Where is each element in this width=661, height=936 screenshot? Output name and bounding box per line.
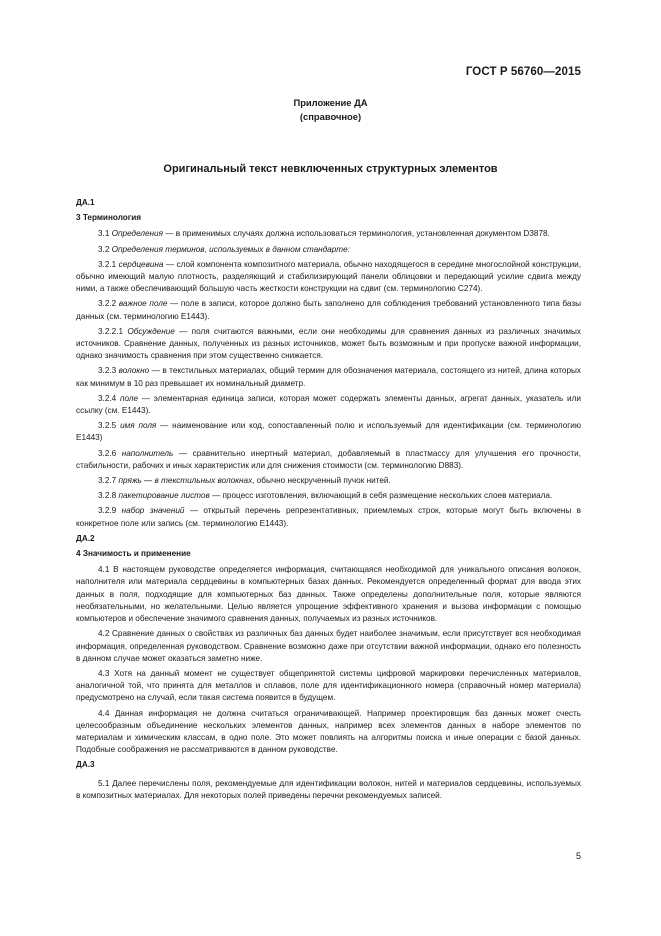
document-body [76, 196, 581, 802]
section-heading-significance: 4 Значимость и применение [76, 549, 191, 559]
paragraph-3-2-8: 3.2.8 пакетирование листов — процесс изготовления, включающий в себя размещение нескольких слоев материала. [98, 491, 553, 501]
section-heading-terminology: 3 Терминология [76, 213, 142, 223]
paragraph-3-2-4: 3.2.4 поле — элементарная единица записи, которая может содержать элементы данных, агрегат данных, указатель или ссылку (см. E1443). [76, 393, 581, 416]
section-label-da3: ДА.3 [76, 760, 95, 770]
appendix-heading [0, 96, 661, 123]
paragraph-5-1: 5.1 Далее перечислены поля, рекомендуемые для идентификации волокон, нитей и материалов сердцевины, используемых в композитных материалах. Для некоторых полей приведены перечни рекомендуемых записей. [76, 778, 581, 800]
paragraph-4-2: 4.2 Сравнение данных о свойствах из различных баз данных будет наиболее значимым, если присутствует вся необходимая информация, определенная руководством. Сравнение возможно даже при отсутствии важной информации, однако его полезность в данном случае может оказаться заметно ниже. [76, 629, 581, 663]
paragraph-3-2-3: 3.2.3 волокно — в текстильных материалах, общий термин для обозначения материала, состоящего из нитей, длина которых как минимум в 10 раз превышает их номинальный диаметр. [76, 366, 581, 388]
paragraph-3-2-5: 3.2.5 имя поля — наименование или код, сопоставленный полю и используемый для идентификации (см. терминологию E1443) [76, 421, 581, 443]
paragraph-4-3: 4.3 Хотя на данный момент не существует общепринятой системы цифровой маркировки перечисленных материалов, аналогичной той, что принята для металлов и сплавов, поле для идентификационного номера (справочный номер материала) предусмотрено на случай, если такая система появится в будущем. [76, 668, 581, 703]
paragraph-3-2-2: 3.2.2 важное поле — поле в записи, которое должно быть заполнено для соблюдения требований установленного типа базы данных (см. терминологию E1443). [76, 299, 582, 321]
paragraph-4-1: 4.1 В настоящем руководстве определяется информация, считающаяся необходимой для уникального описания волокон, наполнителя или материала сердцевины в компьютерных базах данных. Рекомендуется определенный формат для ввода этих данных в поля, подходящие для компьютерных баз данных. Также определены дополнительные поля, которые являются необязательными, но желательными. Целью является упрощение эффективного хранения и вызова информации с помощью компьютеров и обеспечение значимого сравнения данных, получаемых из разных источников. [76, 565, 581, 624]
paragraph-3-2-2-1: 3.2.2.1 Обсуждение — поля считаются важными, если они необходимы для сравнения данных из различных значимых источников. Сравнение данных, полученных из разных источников, может быть возможным и при пропуске важной информации, однако значимость сравнения при этом существенно снижается. [76, 326, 581, 361]
paragraph-3-2-6: 3.2.6 наполнитель — сравнительно инертный материал, добавляемый в пластмассу для улучшения его прочности, стабильности, рабочих и иных характеристик или для снижения стоимости (см. терминологию D883). [76, 448, 581, 470]
paragraph-3-2-9: 3.2.9 набор значений — открытый перечень репрезентативных, приемлемых строк, которые могут быть включены в конкретное поле или запись (см. терминологию E1443). [76, 506, 581, 528]
document-title: Оригинальный текст невключенных структурных элементов [163, 163, 498, 175]
paragraph-3-2: 3.2 Определения терминов, используемых в данном стандарте: [98, 244, 350, 254]
section-label-da2: ДА.2 [76, 533, 95, 543]
appendix-subtitle: (справочное) [299, 110, 362, 122]
standard-designation: ГОСТ Р 56760—2015 [465, 66, 581, 78]
paragraph-4-4: 4.4 Данная информация не должна считаться ограничивающей. Например проектировщик баз данных может счесть целесообразным объединение нескольких элементов данных, например всех элементов данных в наборе элементов по материалам и химическим классам, в одно поле. Это может повлиять на алгоритмы поиска и иные операции с базой данных. Подобные соображения не рассматриваются в данном руководстве. [76, 708, 581, 755]
page-number: 5 [575, 851, 581, 861]
appendix-title: Приложение ДА [293, 97, 368, 108]
paragraph-3-1: 3.1 Определения — в применимых случаях должна использоваться терминология, установленная документом D3878. [98, 229, 550, 239]
paragraph-3-2-1: 3.2.1 сердцевина — слой компонента композитного материала, обычно находящегося в середине многослойной конструкции, обычно имеющий малую плотность, разделяющий и стабилизирующий панели облицовки и передающий усилие сдвига между ними, а также обеспечивающий большую часть жесткости конструкции на сдвиг (см. терминологию C274). [76, 259, 581, 294]
section-label-da1: ДА.1 [76, 198, 95, 207]
paragraph-3-2-7: 3.2.7 пряжь — в текстильных волокнах, обычно нескрученный пучок нитей. [98, 476, 391, 486]
